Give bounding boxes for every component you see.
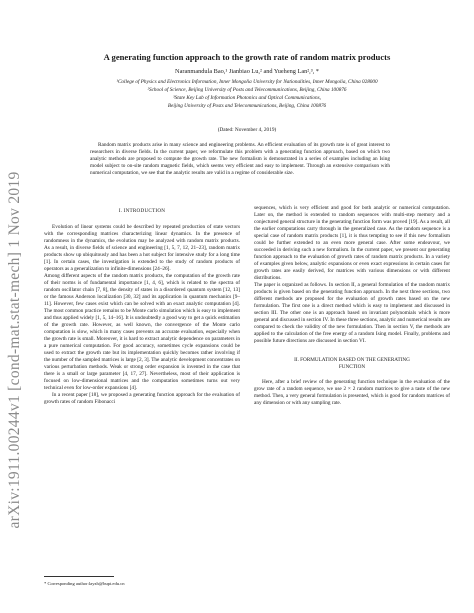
affiliation-4: Beijing University of Posts and Telecommunications, Beijing, China 100876 <box>167 103 327 109</box>
intro-paragraph: Evolution of linear systems could be described by repeated production of state vectors with the corresponding matrices characterizing linear dynamics. In the presence of randomness in the dynamics, the evolution may be analyzed with random matrix products. As a result, in diverse fields of science and engineering [1, 5, 7, 12, 21–23], random matrix products show up ubiquitously and has been a hot subject for intensive study for a long time [1]. In certain cases, the investigation is extended to the study of random products of operators as a generalization to infinite-dimensions [24–26]. <box>44 224 240 272</box>
affiliation-2: ²School of Science, Beijing University of Posts and Telecommunications, Beijing, China 100876 <box>147 87 347 93</box>
section-heading-formulation <box>254 357 450 371</box>
abstract <box>90 142 390 177</box>
affiliations <box>60 78 434 110</box>
left-column <box>44 208 240 406</box>
formulation-paragraph: Here, after a brief review of the generating function technique in the evaluation of the grow rate of a random sequence, we use 2 × 2 random matrices to give a taste of the new method. Then, a very general formulation is presented, which is good for random matrices of any dimension or with any sampling rate. <box>254 379 450 406</box>
section-heading-line: FUNCTION <box>338 364 366 370</box>
intro-paragraph: The paper is organized as follows. In section II, a general formulation of the random matrix products is given based on the generating function approach. In the next three sections, two different methods are proposed for the evaluation of growth rates based on the new formulation. The first one is a direct method which is easy to implement and discussed in section III. The other one is an approach based on invariant polynomials which is more general and discussed in section IV. In these three sections, analytic and numerical results are compared to check the validity of the new formulation. Then in section V, the methods are applied to the calculation of the free energy of a random Ising model. Finally, problems and possible future directions are discussed in section VI. <box>254 282 450 344</box>
footnote-rule <box>44 576 114 577</box>
dated-line: (Dated: November 4, 2019) <box>217 127 277 133</box>
section-heading-introduction: I. INTRODUCTION <box>118 208 166 214</box>
intro-paragraph: sequences, which is very efficient and good for both analytic or numerical computation. Later on, the method is extended to random sequences with multi-step memory and a conjectured general structure in the generating function form was proved [19]. As a result, all the earlier computations carry through in the generalized case. As the random sequence is a special case of random matrix products [1], it is thus tempting to see if this new formalism could be further extended to an even more general case. After some endeavour, we succeeded in deriving such a new formalism. In the current paper, we present our generating function approach to the evaluation of growth rates of random matrix products. In a variety of examples given below, analytic expansions or even exact expressions in certain cases for growth rates are easily derived, for matrices with various dimensions or with different distributions. <box>254 205 450 281</box>
affiliation-1: ¹College of Physics and Electronics Information, Inner Mongolia University for Nationalities, Inner Mongolia, China 028000 <box>116 79 378 85</box>
author-list: Naranmandula Bao,¹ Jianbiao Lu,² and Yueheng Lan²,³, * <box>175 68 319 75</box>
abstract-text: Random matrix products arise in many science and engineering problems. An efficient evaluation of its growth rate is of great interest to researchers in diverse fields. In the current paper, we reformulate this problem with a generating function approach, based on which two analytic methods are proposed to compute the growth rate. The new formalism is demonstrated in a series of examples including an Ising model subject to on-site random magnetic fields, which seems very efficient and easy to implement. Through an extensive comparison with numerical computation, we see that the analytic results are valid in a regime of considerable size. <box>90 142 390 176</box>
corresponding-author-note: * Corresponding author:layzh@bupt.edu.cn <box>44 581 125 586</box>
footnote <box>44 576 240 586</box>
affiliation-3: ³State Key Lab of Information Photonics and Optical Communications, <box>173 95 321 101</box>
intro-paragraph: In a recent paper [18], we proposed a generating function approach for the evaluation of growth rates of random Fibonacci <box>44 392 240 405</box>
paper-title: A generating function approach to the growth rate of random matrix products <box>103 52 391 62</box>
intro-paragraph: Among different aspects of the random matrix products, the computation of the growth rate of their norms is of fundamental importance [1, 4, 6], which is related to the spectra of random oscillator chain [7, 8], the density of states in a disordered quantum system [12, 13] or the famous Anderson localization [30, 32] and its application in quantum mechanics [9–11]. However, few cases exist which can be solved with an exact analytic computation [4]. The most common practice remains to be Monte carlo simulation which is easy to implement and thus applied widely [1, 5, 14–16]. It is undoubtedly a good way to get a quick estimation of the growth rate. However, as well known, the convergence of the Monte carlo computation is slow, which in many cases prevents an accurate evaluation, especially when the growth rate is small. Moreover, it is hard to extract analytic dependence on parameters in a pure numerical computation. For good accuracy, sometimes cycle expansions could be used to extract the growth rate but its implementation quickly becomes rather involving if the number of the sampled matrices is large [2, 3]. The analytic development concentrates on various perturbation methods. Weak or strong order expansion is invented in the case that there is a small or large parameter [4, 17, 27]. Nevertheless, most of their application is focused on low-dimensional matrices and the computation sometimes turns out very technical even for low-order expansions [4]. <box>44 273 240 391</box>
arxiv-id: arXiv:1911.00244v1 [cond-mat.stat-mech] 1 Nov 2019 <box>6 171 23 529</box>
arxiv-sidebar-stamp <box>6 120 24 580</box>
section-heading-line: II. FORMULATION BASED ON THE GENERATING <box>294 357 410 363</box>
right-column <box>254 205 450 407</box>
